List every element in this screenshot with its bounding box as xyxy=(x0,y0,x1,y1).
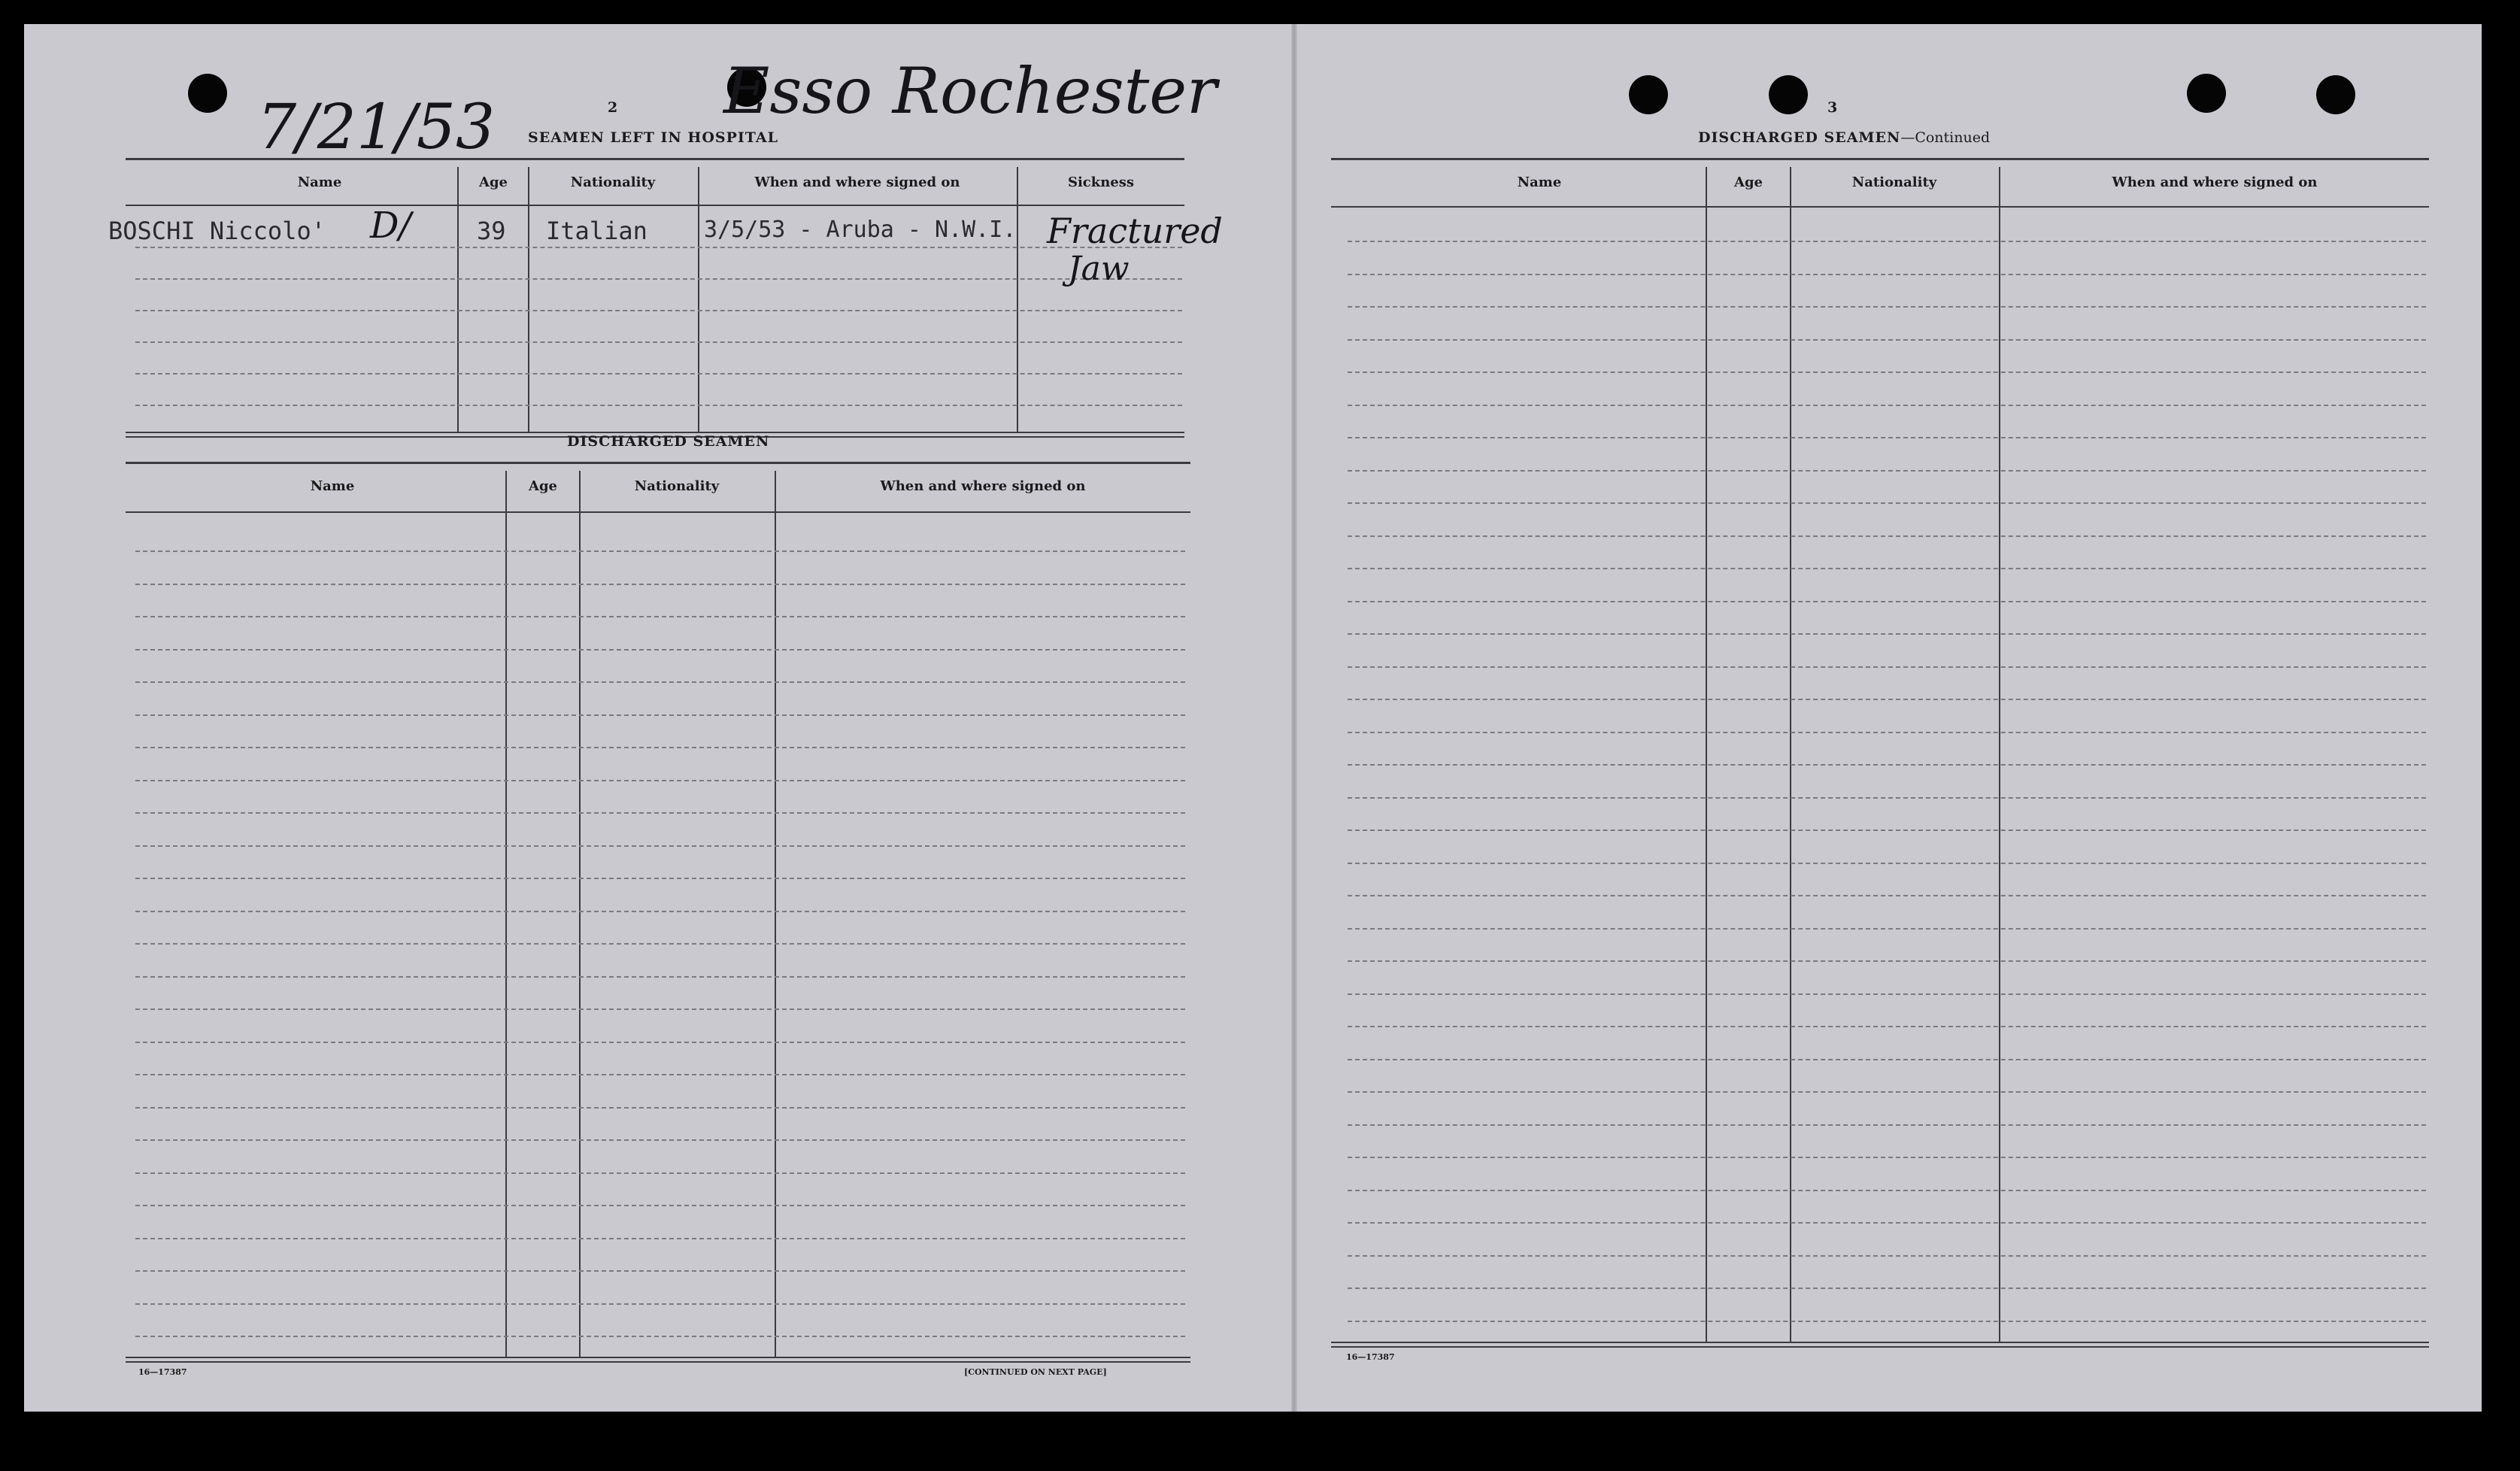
discharged-column-divider xyxy=(775,471,776,1357)
hospital-entry-age: 39 xyxy=(477,217,506,245)
row-rule xyxy=(135,1238,1185,1239)
row-rule xyxy=(1348,666,2426,668)
row-rule xyxy=(1348,633,2426,635)
hospital-header-signed-on: When and where signed on xyxy=(754,174,960,190)
discharged-column-divider xyxy=(505,471,507,1357)
punch-hole xyxy=(1629,75,1668,114)
row-rule xyxy=(1348,895,2426,896)
row-rule xyxy=(1348,797,2426,799)
hospital-section-title: SEAMEN LEFT IN HOSPITAL xyxy=(528,129,778,146)
row-rule xyxy=(135,1008,1185,1010)
row-rule xyxy=(1348,928,2426,930)
continued-header-nationality: Nationality xyxy=(1851,174,1937,190)
continued-note: [CONTINUED ON NEXT PAGE] xyxy=(964,1367,1107,1377)
continued-column-divider xyxy=(1706,167,1707,1342)
row-rule xyxy=(135,1270,1185,1272)
hospital-column-divider xyxy=(457,167,459,432)
row-rule xyxy=(135,550,1185,552)
row-rule xyxy=(1348,306,2426,308)
hospital-row-rule xyxy=(135,341,1182,343)
row-rule xyxy=(1348,405,2426,406)
continued-column-divider xyxy=(1790,167,1791,1342)
row-rule xyxy=(1348,699,2426,700)
row-rule xyxy=(135,1074,1185,1075)
continued-table-bottom-rule xyxy=(1331,1342,2429,1348)
punch-hole xyxy=(2187,74,2226,113)
hospital-row-rule xyxy=(135,278,1182,280)
row-rule xyxy=(135,1303,1185,1305)
hospital-column-divider xyxy=(528,167,529,432)
hospital-table-top-rule xyxy=(126,158,1184,160)
page-number: 3 xyxy=(1827,99,1838,116)
hospital-header-age: Age xyxy=(478,174,508,190)
row-rule xyxy=(1348,960,2426,962)
hospital-column-divider xyxy=(1017,167,1018,432)
continued-header-name: Name xyxy=(1517,174,1562,190)
row-rule xyxy=(1348,437,2426,438)
row-rule xyxy=(1348,274,2426,275)
row-rule xyxy=(135,1336,1185,1337)
hospital-row-rule xyxy=(135,373,1182,375)
discharged-header-name: Name xyxy=(310,478,355,494)
row-rule xyxy=(135,878,1185,879)
discharged-header-nationality: Nationality xyxy=(634,478,720,494)
discharged-header-age: Age xyxy=(528,478,557,494)
row-rule xyxy=(135,649,1185,651)
hospital-header-rule xyxy=(126,205,1184,206)
document-sheet xyxy=(24,24,2482,1412)
discharged-column-divider xyxy=(579,471,581,1357)
discharged-header-rule xyxy=(126,511,1190,513)
row-rule xyxy=(135,845,1185,847)
row-rule xyxy=(135,976,1185,978)
discharged-continued-title xyxy=(1698,129,1990,146)
discharged-continued-title-suffix: —Continued xyxy=(1900,129,1991,146)
row-rule xyxy=(1348,1255,2426,1257)
row-rule xyxy=(135,714,1185,716)
row-rule xyxy=(1348,601,2426,602)
row-rule xyxy=(135,1205,1185,1206)
row-rule xyxy=(1348,568,2426,569)
row-rule xyxy=(135,584,1185,585)
row-rule xyxy=(1348,1321,2426,1322)
discharged-section-title: DISCHARGED SEAMEN xyxy=(567,433,770,450)
hospital-entry-nationality: Italian xyxy=(546,217,647,245)
row-rule xyxy=(135,616,1185,617)
row-rule xyxy=(1348,863,2426,864)
row-rule xyxy=(135,943,1185,945)
row-rule xyxy=(1348,830,2426,831)
hospital-column-divider xyxy=(698,167,699,432)
handwritten-date: 7/21/53 xyxy=(257,92,496,163)
hospital-header-sickness: Sickness xyxy=(1067,174,1135,190)
hospital-entry-sickness: Jaw xyxy=(1068,250,1130,288)
row-rule xyxy=(1348,502,2426,504)
continued-column-divider xyxy=(1999,167,2000,1342)
row-rule xyxy=(135,1107,1185,1109)
hospital-entry-name-mark: D/ xyxy=(370,205,411,247)
continued-table-top-rule xyxy=(1331,158,2429,160)
row-rule xyxy=(135,812,1185,814)
row-rule xyxy=(1348,241,2426,242)
continued-header-signed-on: When and where signed on xyxy=(2112,174,2318,190)
continued-header-rule xyxy=(1331,206,2429,208)
hospital-entry-sickness: Fractured xyxy=(1047,211,1223,251)
handwritten-vessel-name: Esso Rochester xyxy=(723,54,1218,128)
continued-header-age: Age xyxy=(1733,174,1763,190)
row-rule xyxy=(135,780,1185,781)
punch-hole xyxy=(1769,75,1808,114)
punch-hole xyxy=(188,74,227,113)
hospital-row-rule xyxy=(135,247,1182,248)
row-rule xyxy=(1348,1124,2426,1126)
page-fold xyxy=(1291,24,1297,1412)
row-rule xyxy=(1348,1288,2426,1289)
discharged-continued-title-main: DISCHARGED SEAMEN xyxy=(1698,129,1901,146)
page-number: 2 xyxy=(608,99,618,116)
row-rule xyxy=(1348,1059,2426,1060)
row-rule xyxy=(135,1042,1185,1043)
row-rule xyxy=(1348,372,2426,373)
row-rule xyxy=(1348,764,2426,766)
row-rule xyxy=(1348,732,2426,733)
row-rule xyxy=(1348,1091,2426,1093)
hospital-header-name: Name xyxy=(297,174,342,190)
row-rule xyxy=(135,1172,1185,1174)
hospital-entry-signed-on: 3/5/53 - Aruba - N.W.I. xyxy=(704,217,1017,243)
row-rule xyxy=(1348,535,2426,537)
discharged-table-top-rule xyxy=(126,462,1190,464)
hospital-row-rule xyxy=(135,310,1182,311)
row-rule xyxy=(1348,1157,2426,1158)
row-rule xyxy=(1348,339,2426,341)
form-number: 16—17387 xyxy=(1346,1352,1395,1362)
hospital-entry-name: BOSCHI Niccolo' xyxy=(108,217,326,245)
discharged-table-bottom-rule xyxy=(126,1357,1190,1363)
row-rule xyxy=(135,911,1185,912)
row-rule xyxy=(1348,470,2426,472)
punch-hole xyxy=(2316,75,2355,114)
row-rule xyxy=(135,681,1185,683)
row-rule xyxy=(135,1139,1185,1141)
hospital-row-rule xyxy=(135,405,1182,406)
row-rule xyxy=(135,747,1185,748)
row-rule xyxy=(1348,993,2426,995)
row-rule xyxy=(1348,1026,2426,1027)
hospital-header-nationality: Nationality xyxy=(570,174,656,190)
row-rule xyxy=(1348,1190,2426,1191)
row-rule xyxy=(1348,1222,2426,1224)
discharged-header-signed-on: When and where signed on xyxy=(880,478,1086,494)
form-number: 16—17387 xyxy=(138,1367,187,1377)
